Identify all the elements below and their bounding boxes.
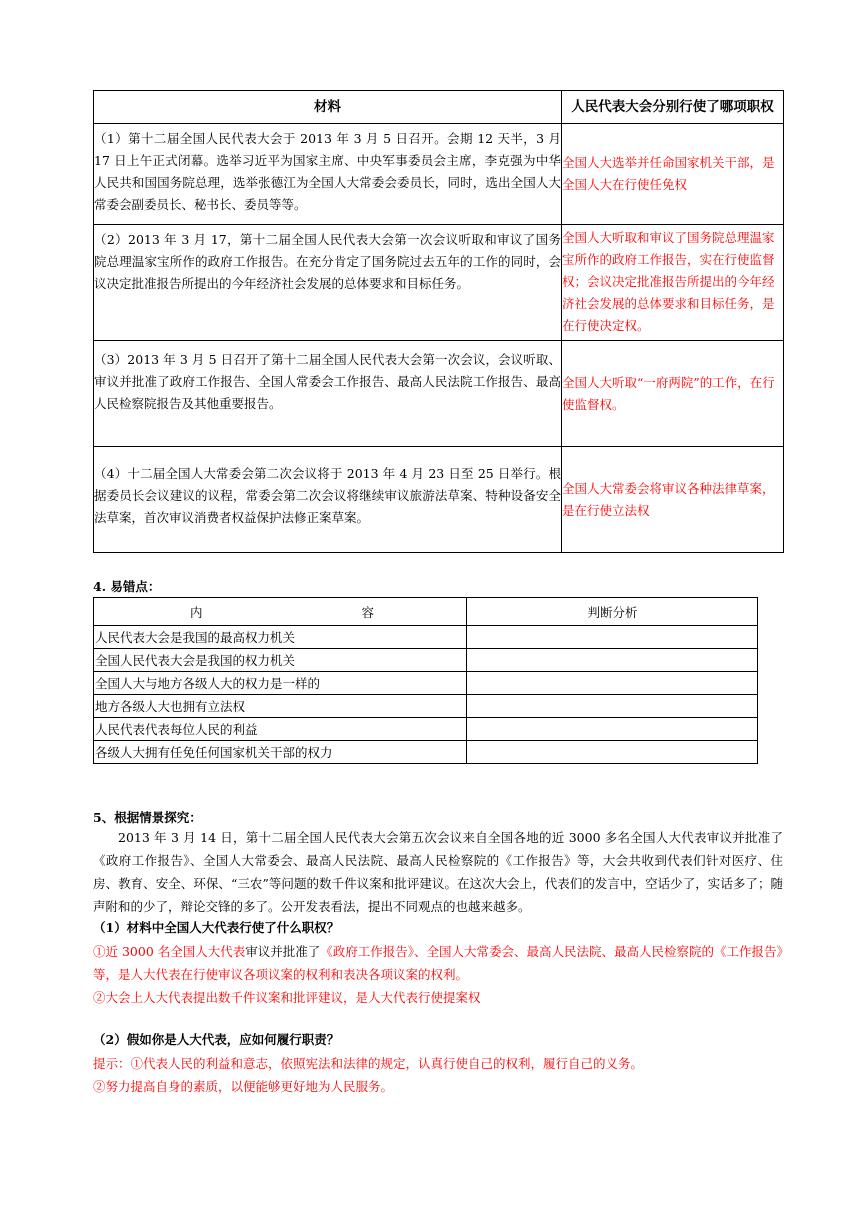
answer-cell: 全国人大听取和审议了国务院总理温家宝所作的政府工作报告，实在行使监督权；会议决定批准报告所提出的今年经济社会发展的总体要求和目标任务，是在行使决定权。 bbox=[562, 225, 784, 341]
mistake-item: 各级人大拥有任免任何国家机关干部的权力 bbox=[94, 741, 467, 764]
analysis-blank bbox=[467, 718, 758, 741]
answer-2-line2: ②努力提高自身的素质，以便能够更好地为人民服务。 bbox=[93, 1079, 394, 1094]
mistake-item: 地方各级人大也拥有立法权 bbox=[94, 695, 467, 718]
content-header-b: 容 bbox=[361, 604, 374, 620]
table-row bbox=[94, 341, 784, 447]
material-cell: （3）2013 年 3 月 5 日召开了第十二届全国人民代表大会第一次会议，会议听取、审议并批准了政府工作报告、全国人常委会工作报告、最高人民法院工作报告、最高人民检察院报告及其他重要报告。 bbox=[94, 341, 562, 447]
scenario-paragraph: 2013 年 3 月 14 日，第十二届全国人民代表大会第五次会议来自全国各地的近 3000 多名全国人大代表审议并批准了《政府工作报告》、全国人大常委会、最高人民法院、最高人民检察院的《工作报告》等，大会共收到代表们针对医疗、住房、教育、安全、环保、“三农”等问题的数千件议案和批评建议。在这次大会上，代表们的发言中，空话少了，实话多了；随声附和的少了，辩论交锋的多了。公开发表看法，提出不同观点的也越来越多。 bbox=[93, 830, 783, 914]
table-row bbox=[94, 672, 758, 695]
analysis-header: 判断分析 bbox=[467, 598, 758, 626]
content-header bbox=[94, 598, 467, 626]
table-row bbox=[94, 225, 784, 341]
mistake-item: 全国人民代表大会是我国的权力机关 bbox=[94, 649, 467, 672]
mistakes-header-row bbox=[94, 598, 758, 626]
analysis-blank bbox=[467, 649, 758, 672]
analysis-blank bbox=[467, 741, 758, 764]
analysis-blank bbox=[467, 695, 758, 718]
answer-1-part1: ①近 3000 名全国人大代表 bbox=[93, 944, 246, 959]
content-header-a: 内 bbox=[190, 604, 203, 620]
analysis-blank bbox=[467, 626, 758, 649]
question-1: （1）材料中全国人大代表行使了什么职权？ bbox=[93, 920, 340, 935]
table-row bbox=[94, 649, 758, 672]
answer-cell: 全国人大常委会将审议各种法律草案，是在行使立法权 bbox=[562, 447, 784, 553]
table-row bbox=[94, 695, 758, 718]
table-row bbox=[94, 741, 758, 764]
table-row bbox=[94, 124, 784, 225]
question-2: （2）假如你是人大代表，应如何履行职责？ bbox=[93, 1032, 340, 1047]
mistake-item: 人民代表大会是我国的最高权力机关 bbox=[94, 626, 467, 649]
table-row bbox=[94, 626, 758, 649]
mistake-item: 全国人大与地方各级人大的权力是一样的 bbox=[94, 672, 467, 695]
mistakes-table bbox=[93, 597, 758, 764]
answer-1-part2: 审议并批准了 bbox=[245, 944, 321, 959]
material-header: 材料 bbox=[94, 91, 562, 124]
answer-cell: 全国人大听取“一府两院”的工作，在行使监督权。 bbox=[562, 341, 784, 447]
answer-1-part3: 《政府工作报告》、全国人大常委会、最高人民法院、最高人民检察院的《工作报告》等，是人大代表在行使审议各项议案的权利和表决各项议案的权利。 bbox=[93, 944, 783, 982]
powers-table bbox=[93, 90, 784, 553]
table-header-row bbox=[94, 91, 784, 124]
material-cell: （4）十二届全国人大常委会第二次会议将于 2013 年 4 月 23 日至 25 日举行。根据委员长会议建议的议程，常委会第二次会议将继续审议旅游法草案、特种设备安全法草案，首次审议消费者权益保护法修正案草案。 bbox=[94, 447, 562, 553]
answer-cell: 全国人大选举并任命国家机关干部，是全国人大在行使任免权 bbox=[562, 124, 784, 225]
table-row bbox=[94, 447, 784, 553]
table-row bbox=[94, 718, 758, 741]
section4-title: 4. 易错点： bbox=[93, 579, 161, 594]
answer-1-line2: ②大会上人大代表提出数千件议案和批评建议，是人大代表行使提案权 bbox=[93, 990, 481, 1005]
material-cell: （2）2013 年 3 月 17，第十二届全国人民代表大会第一次会议听取和审议了国务院总理温家宝所作的政府工作报告。在充分肯定了国务院过去五年的工作的同时，会议决定批准报告所提出的今年经济社会发展的总体要求和目标任务。 bbox=[94, 225, 562, 341]
section5-title: 5、根据情景探究： bbox=[93, 810, 202, 825]
material-cell: （1）第十二届全国人民代表大会于 2013 年 3 月 5 日召开。会期 12 天半，3 月 17 日上午正式闭幕。选举习近平为国家主席、中央军事委员会主席，李克强为中华人民共和国国务院总理，选举张德江为全国人大常委会委员长，同时，选出全国人大常委会副委员长、秘书长、委员等等。 bbox=[94, 124, 562, 225]
answer-1-line1 bbox=[93, 940, 783, 986]
analysis-blank bbox=[467, 672, 758, 695]
mistake-item: 人民代表代表每位人民的利益 bbox=[94, 718, 467, 741]
answer-2-line1: 提示：①代表人民的利益和意志，依照宪法和法律的规定，认真行使自己的权利，履行自己的义务。 bbox=[93, 1056, 644, 1071]
power-header: 人民代表大会分别行使了哪项职权 bbox=[562, 91, 784, 124]
